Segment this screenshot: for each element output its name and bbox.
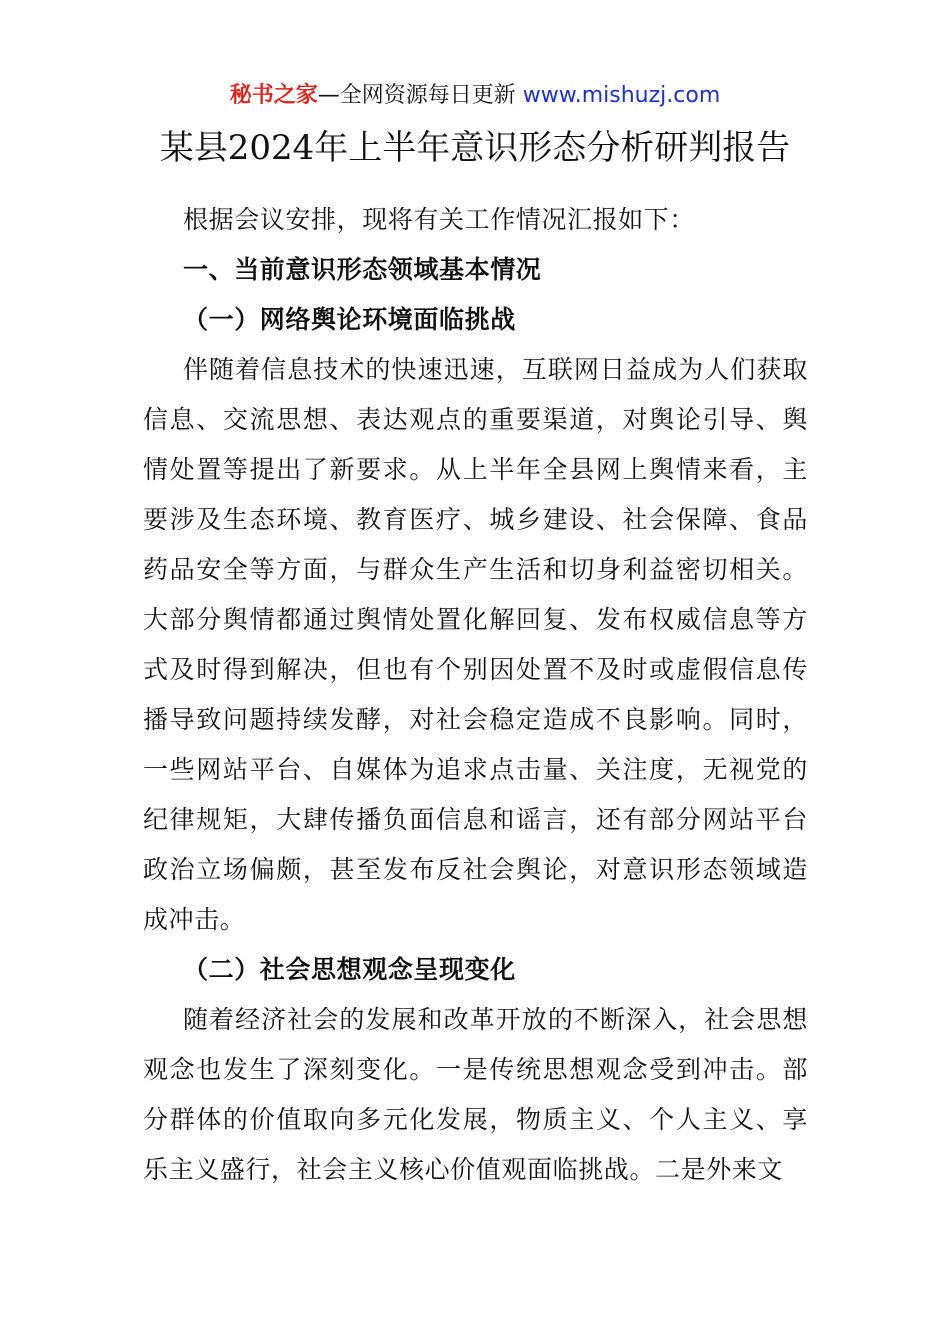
intro-paragraph: 根据会议安排，现将有关工作情况汇报如下： — [183, 205, 696, 234]
subsection-heading-2: （二）社会思想观念呈现变化 — [183, 955, 516, 984]
subsection-heading-1: （一）网络舆论环境面临挑战 — [183, 305, 516, 334]
watermark-brand: 秘书之家 — [229, 83, 318, 108]
section-heading-1: 一、当前意识形态领域基本情况 — [183, 255, 542, 284]
watermark-url[interactable]: www.mishuzj.com — [522, 83, 721, 108]
subsection-body-1: 伴随着信息技术的快速迅速，互联网日益成为人们获取信息、交流思想、表达观点的重要渠道，对舆论引导、舆情处置等提出了新要求。从上半年全县网上舆情来看，主要涉及生态环境、教育医疗、城乡建设、社会保障、食品药品安全等方面，与群众生产生活和切身利益密切相关。大部分舆情都通过舆情处置化解回复、发布权威信息等方式及时得到解决，但也有个别因处置不及时或虚假信息传播导致问题持续发酵，对社会稳定造成不良影响。同时，一些网站平台、自媒体为追求点击量、关注度，无视党的纪律规矩，大肆传播负面信息和谣言，还有部分网站平台政治立场偏颇，甚至发布反社会舆论，对意识形态领域造成冲击。 — [143, 355, 808, 934]
watermark-text: —全网资源每日更新 — [317, 83, 523, 108]
subsection-body-2: 随着经济社会的发展和改革开放的不断深入，社会思想观念也发生了深刻变化。一是传统思想观念受到冲击。部分群体的价值取向多元化发展，物质主义、个人主义、享乐主义盛行，社会主义核心价值观面临挑战。二是外来文 — [143, 1005, 808, 1184]
document-body — [143, 195, 808, 1195]
document-title: 某县2024年上半年意识形态分析研判报告 — [159, 128, 791, 168]
watermark-header — [0, 80, 950, 112]
